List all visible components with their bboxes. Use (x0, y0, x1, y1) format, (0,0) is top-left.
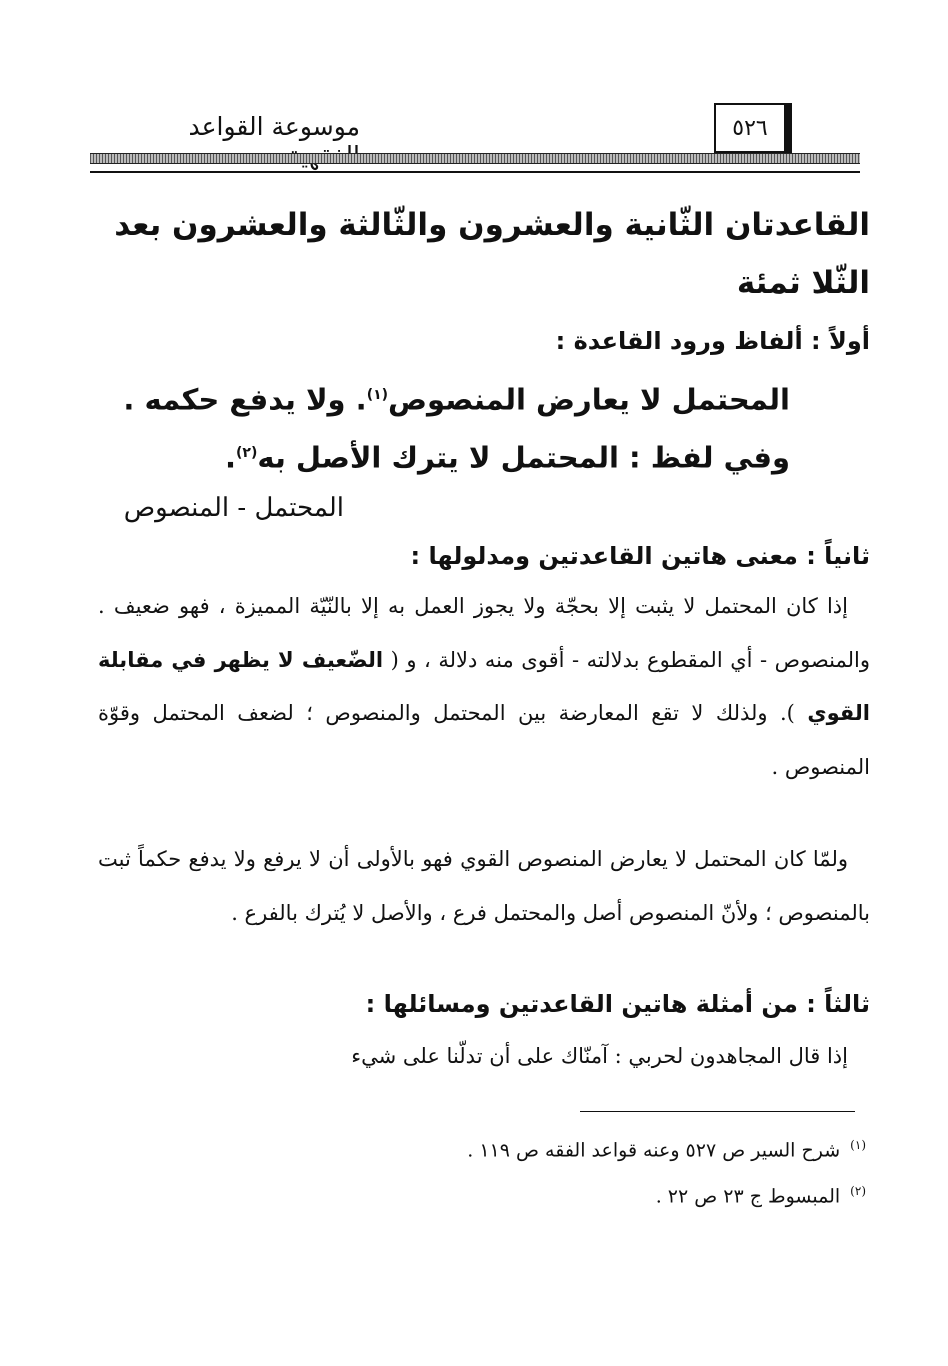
footnote-ref-2[interactable]: (٢) (236, 445, 258, 461)
section-heading-meaning (80, 536, 870, 576)
rule-heading-line-2: الثّلا ثمئة (736, 265, 870, 301)
keywords: المحتمل - المنصوص (123, 493, 344, 523)
running-header-title: موسوعة القواعد (188, 112, 360, 141)
rule-statement-line-1 (70, 366, 790, 429)
footnote-1-text: شرح السير ص ٥٢٧ وعنه قواعد الفقه ص ١١٩ . (467, 1139, 841, 1162)
meaning-p1-part-b: ). ولذلك لا تقع المعارضة بين المحتمل والمنصوص ؛ لضعف المحتمل وقوّة المنصوص . (98, 701, 870, 779)
meaning-p1-part-a: إذا كان المحتمل لا يثبت إلا بحجّة ولا يجوز العمل به إلا بالنّيّة المميزة ، فهو ضعيف . والمنصوص - أي المقطوع بدلالته - أقوى منه دلالة ، و ( (98, 594, 870, 672)
footnote-2-text: المبسوط ج ٢٣ ص ٢٢ . (655, 1185, 841, 1208)
rule-statement-1-main: المحتمل لا يعارض المنصوص (388, 382, 790, 417)
footnote-separator (580, 1111, 855, 1112)
footnote-ref-1[interactable]: (١) (366, 387, 389, 403)
footnote-2 (106, 1168, 866, 1219)
meaning-p2-text: ولمّا كان المحتمل لا يعارض المنصوص القوي فهو بالأولى أن لا يرفع ولا يدفع حكماً ثبت بالمنصوص ؛ ولأنّ المنصوص أصل والمحتمل فرع ، والأصل لا يُترك بالفرع . (98, 847, 870, 925)
rule-heading-line-1: القاعدتان الثّانية والعشرون والثّالثة والعشرون بعد (114, 207, 870, 243)
page-number: ٥٢٦ (714, 103, 792, 153)
meaning-paragraph-1 (98, 580, 870, 794)
rule-statement-1-tail: . ولا يدفع حكمه . (123, 382, 367, 417)
rule-statement-2-main: وفي لفظ : المحتمل لا يترك الأصل به (257, 440, 790, 475)
rule-statement-2-tail: . (224, 440, 236, 475)
section-heading-wordings-text: أولاً : ألفاظ ورود القاعدة : (555, 327, 870, 355)
rule-statement-line-2 (70, 424, 790, 487)
examples-p1-text: إذا قال المجاهدون لحربي : آمنّاك على أن تدلّنا على شيء (351, 1044, 848, 1068)
section-heading-wordings (80, 321, 870, 361)
meaning-paragraph-2 (98, 833, 870, 940)
section-heading-meaning-text: ثانياً : معنى هاتين القاعدتين ومدلولها : (410, 542, 870, 570)
footnote-1 (106, 1122, 866, 1173)
footnote-1-mark: (١) (850, 1138, 866, 1152)
meaning-p1-bold-maxim: الضّعيف لا يظهر في مقابلة القوي (98, 647, 870, 725)
examples-paragraph-1 (98, 1030, 870, 1084)
footnote-2-mark: (٢) (850, 1184, 866, 1198)
section-heading-examples-text: ثالثاً : من أمثلة هاتين القاعدتين ومسائلها : (365, 990, 870, 1018)
header-rule (90, 153, 860, 164)
section-heading-examples (80, 984, 870, 1024)
header-underline (90, 171, 860, 173)
